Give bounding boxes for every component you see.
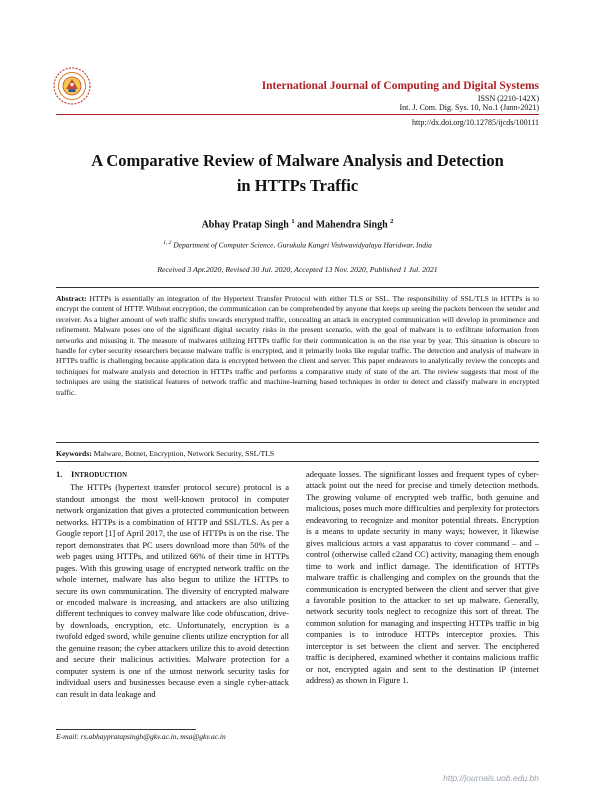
- university-seal-icon: [52, 66, 92, 106]
- publication-dates: Received 3 Apr.2020, Revised 30 Jul. 2020, Accepted 13 Nov. 2020, Published 1 Jul. 2021: [157, 265, 438, 274]
- abstract-top-rule: [56, 287, 539, 288]
- journal-url[interactable]: http://journals.uob.edu.bh: [443, 773, 539, 783]
- section-number: 1.: [56, 469, 63, 479]
- keywords-label: Keywords:: [56, 449, 92, 458]
- section-heading-introduction: [56, 469, 289, 481]
- paper-title-line-2: in HTTPs Traffic: [236, 176, 359, 195]
- section-heading-rest: NTRODUCTION: [74, 472, 128, 479]
- body-column-left: [56, 469, 289, 700]
- author-2: Mahendra Singh: [315, 219, 388, 231]
- footnote-rule: [56, 729, 196, 730]
- keywords-text: Malware, Botnet, Encryption, Network Security, SSL/TLS: [93, 449, 275, 458]
- body-column-right: [306, 469, 539, 687]
- paper-title-line-1: A Comparative Review of Malware Analysis and Detection: [91, 151, 504, 170]
- affiliation-text: Department of Computer Science, Gurukula Kangri Vishwavidyalaya Haridwar, India: [173, 240, 432, 250]
- author-email: E-mail: rs.abhaypratapsingh@gkv.ac.in, msa@gkv.ac.in: [56, 732, 226, 741]
- author-join: and: [294, 219, 316, 231]
- author-1: Abhay Pratap Singh: [201, 219, 289, 231]
- introduction-paragraph-1: The HTTPs (hypertext transfer protocol secure) protocol is a standout amongst the most well-known protocol in computer network organization that gives a protected communication between networks. HTTPs is a combination of HTTP and SSL/TLS. As per a Google report [1] of April 2017, the use of HTTPs is on the rise. The report demonstrates that PC users download more than 50% of the web pages using HTTPs, and utilized 66% of their time in HTTPs pages. With this growing usage of encrypted network traffic on the whole internet, malware has also begun to utilize the HTTPs to secure its own communication. The diversity of encrypted malware or encoded malware is increasing, and attackers are also utilizing different techniques to convey malware like code obfuscation, drive-by downloads, encryption, etc. Unfortunately, encryption is a twofold edged sword, while genuine clients utilize encryption for all the genuine reason; the cyber attackers utilize this to avoid detection and secure their malicious activities. Malware protection for a computer system is one of the utmost network security tasks for individual users and businesses because even a single cyber-attack can result in data leakage and: [56, 482, 289, 699]
- journal-citation: Int. J. Com. Dig. Sys. 10, No.1 (Jann-2021): [399, 103, 539, 112]
- abstract-text: HTTPs is essentially an integration of the Hypertext Transfer Protocol with either TLS or SSL. The responsibility of SSL/TLS in HTTPs is to encrypt the content of HTTP. Without encryption, the communication can be comprehended by anyone that keeps up seeing the packets between the sender and receiver. As a higher amount of web traffic shifts towards encrypted traffic, concealing an attack in encrypted communication will develop in prominence and refinement. Malware poses one of the significant digital security risks in the present scenario, with the goal of malware is to exfiltrate information from networks and misusing it. The measure of malwares utilizing HTTPs traffic for their communication is on the rise year by year. This situation is obscure to handle for cyber security researchers because malware traffic is encrypted, and it primarily looks like regular traffic. The detection and analysis of malware in HTTPs traffic is challenging because application data is encrypted between the client and server. This paper endeavors to analytically review the concepts and techniques for malware analysis and detection in HTTPs traffic and performs a comparative study of state of the art. The review suggests that most of the techniques are using the statistical features of network traffic and machine-learning based techniques in order to detect and classify malware in encrypted traffic.: [56, 294, 539, 397]
- author-2-affil-mark: 2: [390, 218, 394, 225]
- abstract: [56, 294, 539, 398]
- header-rule: [56, 114, 539, 115]
- journal-title: International Journal of Computing and Digital Systems: [261, 80, 539, 92]
- section-heading-initial: I: [71, 469, 75, 479]
- doi-link[interactable]: http://dx.doi.org/10.12785/ijcds/100111: [411, 118, 539, 127]
- author-list: [56, 218, 539, 230]
- issn: ISSN (2210-142X): [477, 94, 539, 103]
- keywords: [56, 449, 539, 458]
- affiliation: [56, 240, 539, 250]
- abstract-bottom-rule: [56, 442, 539, 443]
- paper-title: [56, 148, 539, 198]
- keywords-rule: [56, 461, 539, 462]
- abstract-label: Abstract:: [56, 294, 87, 303]
- introduction-paragraph-1-continued: adequate losses. The significant losses and frequent types of cyber-attack point out the need for precise and timely detection methods. The growing volume of encrypted web traffic, both genuine and malicious, poses much more difficulties and perplexity for protectors endeavoring to recognize and monitor potential threats. Encryption is a means to update security in many ways; however, it likewise gives malicious actors a vast apparatus to cover command – and – control (otherwise called c2and CC) activity, managing them enough time to work and inflict damage. The identification of HTTPs malware traffic is challenging and complex on the grounds that the communication is encrypted between the client and server that give a favorable position to the attacker to set up malware. Generally, network security tools neglect to recognize this sort of threat. The common solution for managing and inspecting HTTPs traffic in big companies is to introduce HTTPs interceptor proxies. This interceptor is set between the client and server. The enciphered traffic is deciphered, examined whether it contains malicious traffic or not, encrypted again and sent to the destination IP (internet address) as shown in Figure 1.: [306, 469, 539, 686]
- affiliation-mark: 1, 2: [163, 240, 172, 246]
- author-1-affil-mark: 1: [291, 218, 295, 225]
